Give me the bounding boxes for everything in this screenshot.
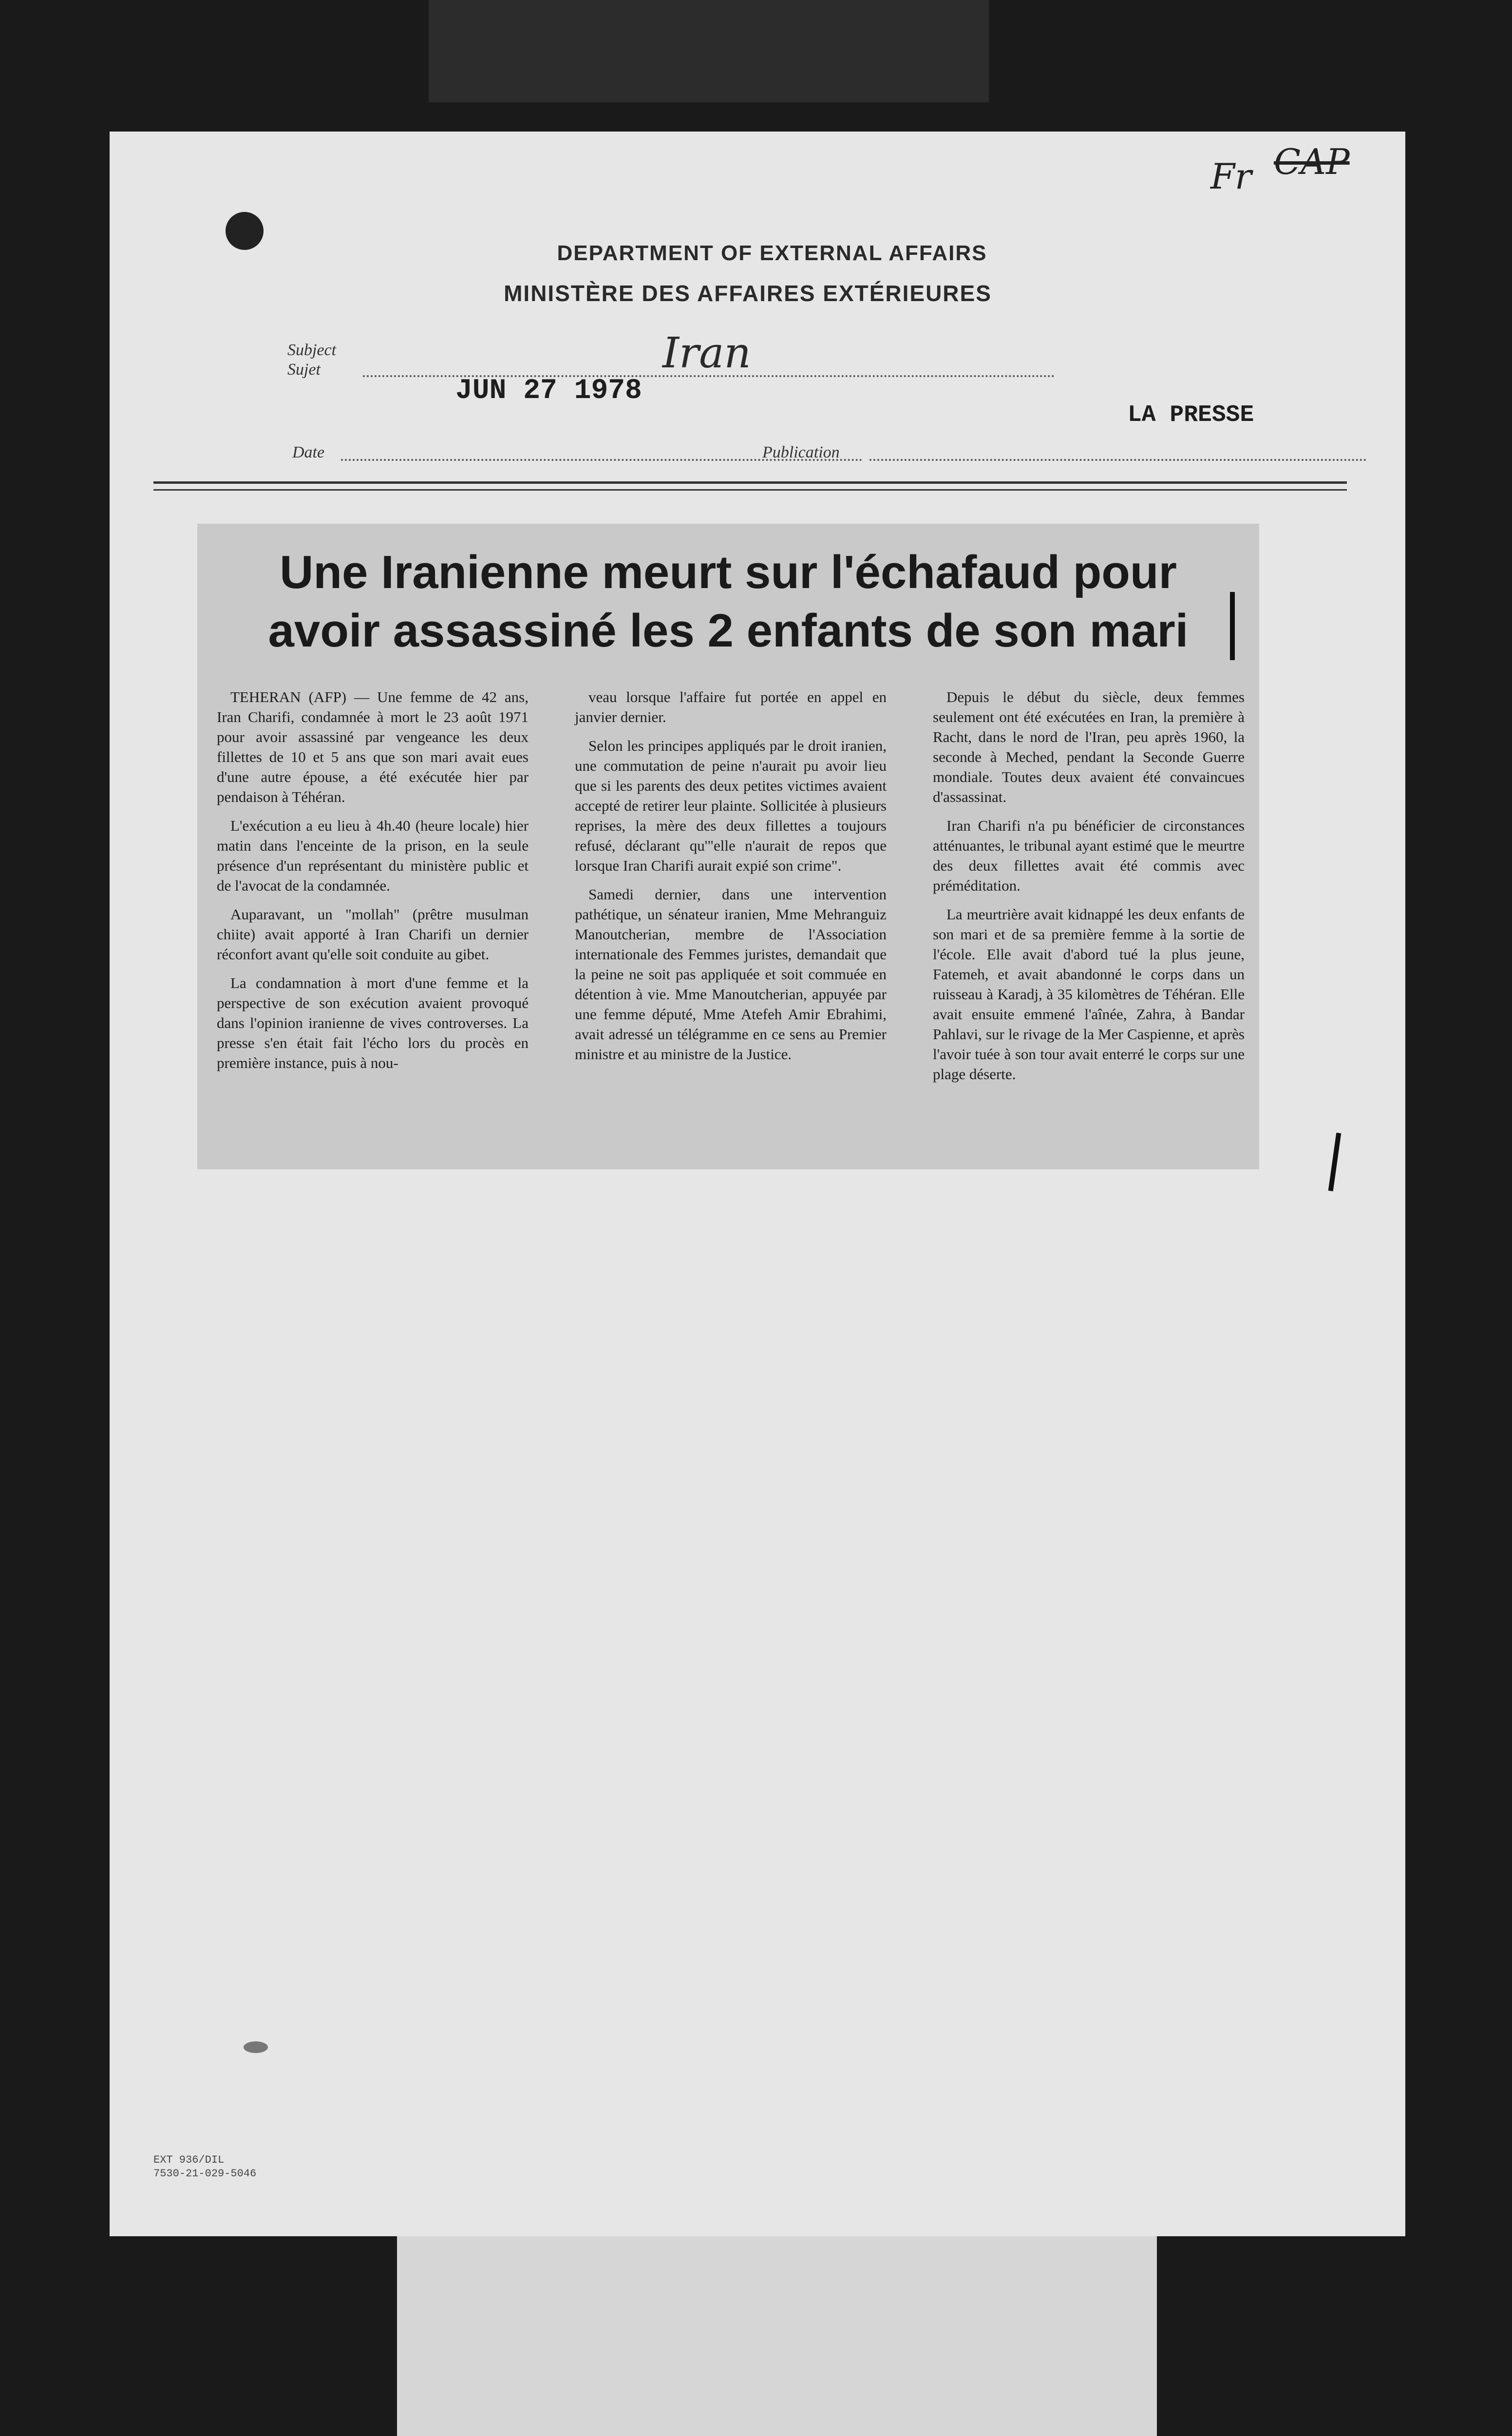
- article-paragraph: La condamnation à mort d'une femme et la perspective de son exécution avaient provoqué dans l'opinion iranienne de vives controverses. La presse s'en était fait l'écho lors du procès en première instance, puis à nou-: [217, 974, 529, 1071]
- article-paragraph: Samedi dernier, dans une intervention pathétique, un sénateur iranien, Mme Mehranguiz Manoutcherian, membre de l'Association internationale des Femmes juristes, demandait que la peine ne soit pas appliquée et soit commuée en détention à vie. Mme Manoutcherian, appuyée par une femme député, Mme Atefeh Amir Ebrahimi, avait adressé un télégramme en ce sens au Premier ministre et au ministre de la Justice.: [575, 886, 887, 1063]
- punch-hole: [226, 212, 264, 250]
- scan-top-strip: [429, 0, 989, 102]
- article-column-2: [575, 687, 887, 1073]
- handwritten-cap: CAP: [1274, 141, 1350, 182]
- subject-label-fr: Sujet: [287, 361, 321, 379]
- article-paragraph: Depuis le début du siècle, deux femmes seulement ont été exécutées en Iran, la première à Racht, dans le nord de l'Iran, peu après 1960, la seconde à Meched, pendant la Seconde Guerre mondiale. Toutes deux avaient été convaincues d'assassinat.: [933, 688, 1245, 805]
- article-paragraph: La meurtrière avait kidnappé les deux enfants de son mari et de sa première femme à la sortie de l'école. Elle avait d'abord tué la plus jeune, Fatemeh, et avait abandonné le corps dans un ruisseau à Karadj, à 35 kilomètres de Téhéran. Elle avait ensuite emmené l'aînée, Zahra, à Bandar Pahlavi, sur le rivage de la Mer Caspienne, et après l'avoir tuée à son tour avait enterré le corps sur une plage déserte.: [933, 906, 1245, 1083]
- article-paragraph: Selon les principes appliqués par le droit iranien, une commutation de peine n'aurait pu avoir lieu que si les parents des deux petites victimes avaient accepté de retirer leur plainte. Sollicitée à plusieurs reprises, la mère des deux fillettes a toujours refusé, déclarant qu'"elle n'aurait de repos que lorsque Iran Charifi aurait expié son crime".: [575, 737, 887, 874]
- headline-line-2: avoir assassiné les 2 enfants de son mari: [268, 605, 1189, 657]
- publication-stamp: LA PRESSE: [1128, 402, 1254, 428]
- publication-dotted-line: [869, 459, 1366, 461]
- department-title-fr: MINISTÈRE DES AFFAIRES EXTÉRIEURES: [504, 281, 992, 306]
- date-stamp: JUN 27 1978: [455, 375, 642, 407]
- margin-mark: [1328, 1133, 1342, 1191]
- attached-paper-slip: [397, 2236, 1157, 2436]
- newspaper-clipping: [197, 524, 1259, 1169]
- article-paragraph: Auparavant, un "mollah" (prêtre musulman chiite) avait apporté à Iran Charifi un dernier réconfort avant qu'elle soit conduite au gibet.: [217, 906, 529, 963]
- form-code: [153, 2153, 256, 2181]
- article-column-3: [933, 687, 1245, 1093]
- header-rule-bottom: [153, 489, 1347, 491]
- handwritten-annotation: [1210, 141, 1371, 209]
- form-code-line-2: 7530-21-029-5046: [153, 2168, 257, 2180]
- handwritten-fr: Fr: [1210, 156, 1252, 197]
- article-paragraph: L'exécution a eu lieu à 4h.40 (heure locale) hier matin dans l'enceinte de la prison, en la seule présence d'un représentant du ministère public et de l'avocat de la condamnée.: [217, 817, 529, 894]
- header-rule-top: [153, 481, 1347, 484]
- article-column-1: [217, 687, 529, 1082]
- date-label: Date: [292, 443, 325, 461]
- ink-smudge: [244, 2041, 268, 2053]
- department-title-en: DEPARTMENT OF EXTERNAL AFFAIRS: [557, 241, 987, 265]
- headline-line-1: Une Iranienne meurt sur l'échafaud pour: [280, 546, 1177, 598]
- subject-label-en: Subject: [287, 341, 337, 359]
- form-code-line-1: EXT 936/DIL: [153, 2154, 225, 2166]
- subject-value: Iran: [662, 329, 751, 378]
- publication-label: Publication: [762, 443, 840, 461]
- article-paragraph: TEHERAN (AFP) — Une femme de 42 ans, Iran Charifi, condamnée à mort le 23 août 1971 pour avoir assassiné par vengeance les deux fillettes de 10 et 5 ans que son mari avait eues d'une autre épouse, a été exécutée hier par pendaison à Téhéran.: [217, 688, 529, 805]
- document-page: [110, 132, 1405, 2236]
- margin-mark: [1230, 592, 1235, 660]
- article-paragraph: Iran Charifi n'a pu bénéficier de circonstances atténuantes, le tribunal ayant estimé que le meurtre des deux fillettes avait été commis avec préméditation.: [933, 817, 1245, 894]
- article-paragraph: veau lorsque l'affaire fut portée en appel en janvier dernier.: [575, 688, 887, 725]
